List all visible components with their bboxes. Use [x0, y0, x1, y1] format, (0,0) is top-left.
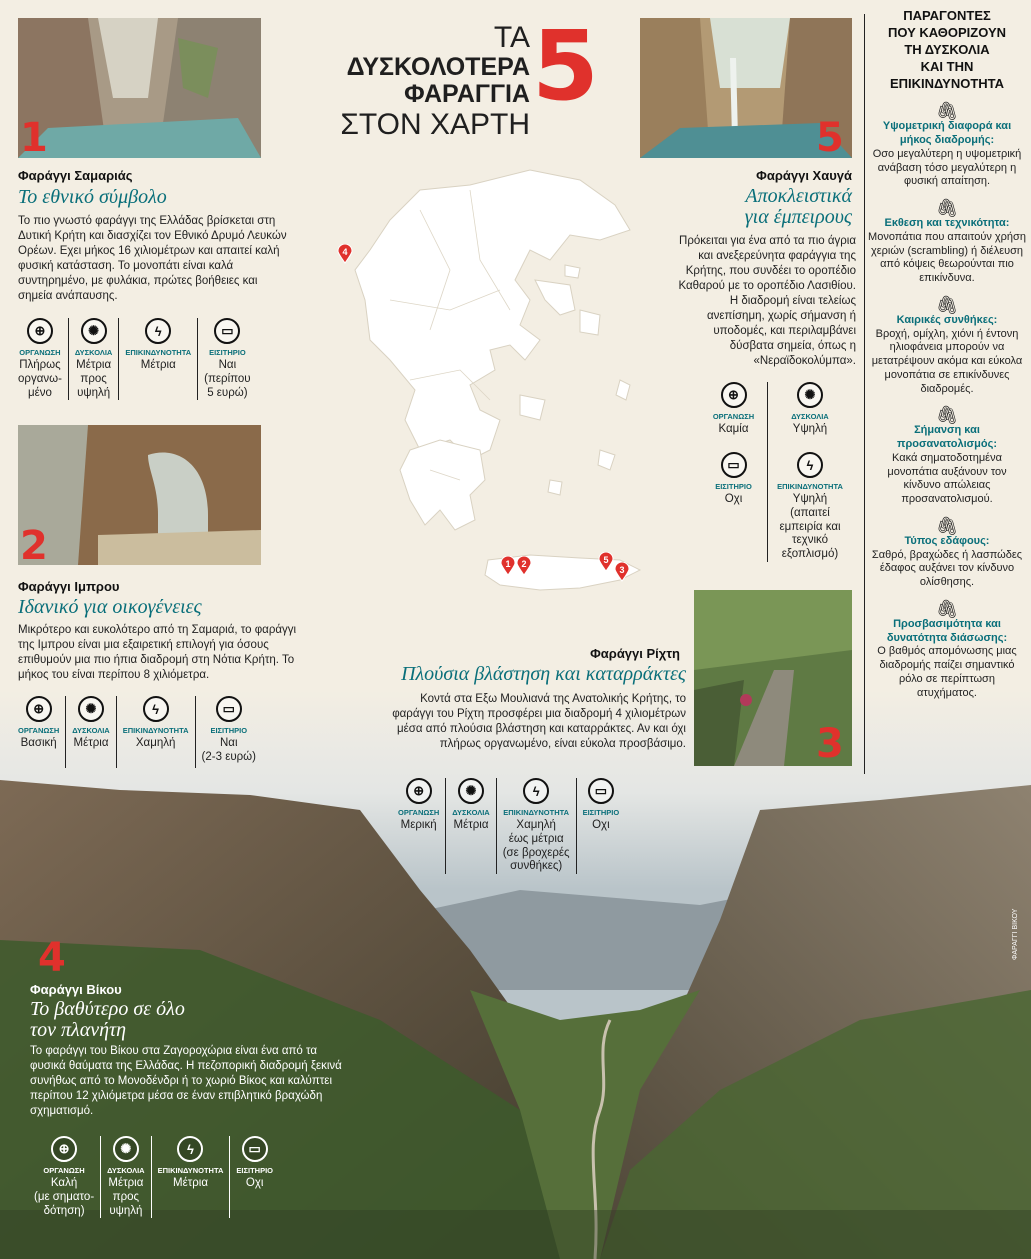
org-icon: ⊕ — [51, 1136, 77, 1162]
factors-title: ΠΑΡΑΓΟΝΤΕΣ ΠΟΥ ΚΑΘΟΡΙΖΟΥΝ ΤΗ ΔΥΣΚΟΛΙΑ ΚΑΙ ΤΗΝ ΕΠΙΚΙΝΔΥΝΟΤΗΤΑ — [887, 8, 1007, 91]
ticket-icon: ▭ — [214, 318, 240, 344]
gorge-1-attributes — [12, 318, 257, 400]
factor-item — [868, 406, 1026, 507]
gorge-4-subtitle: Το βαθύτερο σε όλο τον πλανήτη — [30, 998, 185, 1041]
lightning-icon: ϟ — [797, 452, 823, 478]
gorge-4-danger: ϟ ΕΠΙΚΙΝΔΥΝΟΤΗΤΑ Μέτρια — [152, 1136, 231, 1218]
svg-text:5: 5 — [603, 555, 609, 565]
gorge-4-ticket: ▭ ΕΙΣΙΤΗΡΙΟ Οχι — [230, 1136, 279, 1218]
lightning-icon: ϟ — [177, 1136, 203, 1162]
factors-panel — [868, 8, 1026, 700]
number-5: 5 — [816, 115, 844, 161]
factor-body: Οσο μεγαλύτερη η υψομετρική ανάβαση τόσο μεγαλύτερη η φυσική απαίτηση. — [872, 147, 1022, 188]
gorge-4-description: Το φαράγγι του Βίκου στα Ζαγοροχώρια είναι ένα από τα φυσικά θαύματα της Ελλάδας. Η πεζοπορική διαδρομή ξεκινά συνήθως από το Μονοδένδρι ή το χωριό Βίκος και καλύπτει περίπου 12 χιλιόμετρα μέσα σε έναν επιβλητικό βραχώδη σχηματισμό. — [30, 1045, 342, 1117]
title-line-1: ΤΑ — [493, 21, 530, 54]
gorge-1-description: Το πιο γνωστό φαράγγι της Ελλάδας βρίσκεται στη Δυτική Κρήτη και διασχίζει τον Εθνικό Δρυμό Λευκών Ορέων. Εχει μήκος 16 χιλιομέτρων και απαιτεί καλή φυσική κατάσταση. Το μονοπάτι είναι καλά συντηρημένο, με φυλάκια, πρώτες βοήθειες και σημεία ανάπαυσης. — [18, 215, 287, 302]
gorge-3-subtitle: Πλούσια βλάστηση και καταρράκτες — [401, 663, 686, 685]
lightbulb-icon: ✺ — [78, 696, 104, 722]
gorge-2-description: Μικρότερο και ευκολότερο από τη Σαμαριά, το φαράγγι της Ιμπρου είναι μια εξαιρετική επιλογή για όσους επιθυμούν μια πιο ήπια διαδρομή στη Νότια Κρήτη. Το μήκος του είναι περίπου 8 χιλιόμετρα. — [18, 624, 297, 681]
ticket-icon: ▭ — [216, 696, 242, 722]
factor-heading: Προσβασιμότητα και δυνατότητα διάσωσης: — [886, 617, 1008, 644]
ticket-icon: ▭ — [242, 1136, 268, 1162]
factor-item — [868, 517, 1026, 590]
gorge-4-org: ⊕ ΟΡΓΑΝΩΣΗ Καλή (με σηματο- δότηση) — [28, 1136, 101, 1218]
imbros-photo — [18, 425, 261, 569]
svg-text:2: 2 — [521, 559, 527, 569]
gorge-1-ticket: ▭ ΕΙΣΙΤΗΡΙΟ Ναι (περίπου 5 ευρώ) — [198, 318, 256, 400]
number-2: 2 — [20, 523, 48, 569]
gorge-4-attributes — [28, 1136, 279, 1218]
lightning-icon: ϟ — [143, 696, 169, 722]
gorge-3-diff: ✺ ΔΥΣΚΟΛΙΑ Μέτρια — [446, 778, 496, 874]
paperclip-icon: 🖇 — [935, 294, 959, 315]
map-pin-3[interactable] — [614, 562, 630, 582]
gorge-4-diff: ✺ ΔΥΣΚΟΛΙΑ Μέτρια προς υψηλή — [101, 1136, 151, 1218]
gorge-1-diff: ✺ ΔΥΣΚΟΛΙΑ Μέτρια προς υψηλή — [69, 318, 119, 400]
gorge-2-org: ⊕ ΟΡΓΑΝΩΣΗ Βασική — [12, 696, 66, 768]
lightning-icon: ϟ — [145, 318, 171, 344]
factor-body: Ο βαθμός απομόνωσης μιας διαδρομής παίζει σημαντικό ρόλο σε περίπτωση ατυχήματος. — [877, 645, 1017, 699]
samaria-photo — [18, 18, 261, 161]
paperclip-icon: 🖇 — [935, 598, 959, 619]
title-line-3: ΦΑΡΑΓΓΙΑ — [404, 80, 530, 108]
org-icon: ⊕ — [26, 696, 52, 722]
factor-item — [868, 199, 1026, 286]
photo-credit: ΦΑΡΑΓΓΙ ΒΙΚΟΥ — [1012, 908, 1019, 960]
factor-heading: Τύπος εδάφους: — [904, 534, 990, 547]
paperclip-icon: 🖇 — [935, 405, 959, 426]
paperclip-icon: 🖇 — [935, 101, 959, 122]
lightbulb-icon: ✺ — [458, 778, 484, 804]
ticket-icon: ▭ — [721, 452, 747, 478]
gorge-5-attributes-row2 — [700, 452, 852, 562]
gorge-1-danger: ϟ ΕΠΙΚΙΝΔΥΝΟΤΗΤΑ Μέτρια — [119, 318, 198, 400]
gorge-3-danger: ϟ ΕΠΙΚΙΝΔΥΝΟΤΗΤΑ Χαμηλή έως μέτρια (σε βροχερές συνθήκες) — [497, 778, 577, 874]
factor-heading: Υψομετρική διαφορά και μήκος διαδρομής: — [882, 120, 1012, 147]
gorge-4-name: Φαράγγι Βίκου — [30, 982, 122, 997]
factor-body: Βροχή, ομίχλη, χιόνι ή έντονη ηλιοφάνεια μπορούν να μετατρέψουν ακόμα και εύκολα μονοπάτια σε επικίνδυνες διαδρομές. — [871, 327, 1023, 395]
gorge-5-diff: ✺ ΔΥΣΚΟΛΙΑ Υψηλή — [768, 382, 852, 454]
number-3: 3 — [816, 721, 844, 767]
gorge-3-org: ⊕ ΟΡΓΑΝΩΣΗ Μερική — [392, 778, 446, 874]
gorge-5-attributes-row1 — [700, 382, 852, 454]
lightbulb-icon: ✺ — [797, 382, 823, 408]
gorge-1-org: ⊕ ΟΡΓΑΝΩΣΗ Πλήρως οργανω- μένο — [12, 318, 69, 400]
title-number: 5 — [532, 10, 599, 122]
factor-item — [868, 600, 1026, 701]
factor-heading: Εκθεση και τεχνικότητα: — [884, 217, 1010, 230]
greece-map — [330, 150, 660, 620]
gorge-2-danger: ϟ ΕΠΙΚΙΝΔΥΝΟΤΗΤΑ Χαμηλή — [117, 696, 196, 768]
org-icon: ⊕ — [406, 778, 432, 804]
gorge-2-subtitle: Ιδανικό για οικογένειες — [18, 596, 202, 618]
lightbulb-icon: ✺ — [81, 318, 107, 344]
page-title — [280, 22, 530, 140]
gorge-5-description: Πρόκειται για ένα από τα πιο άγρια και ανεξερεύνητα φαράγγια της Κρήτης, που συνδέει το οροπέδιο Καθαρού με το οροπέδιο Λασιθίου. Η διαδρομή είναι τελείως ανεπίσημη, χωρίς σήμανση ή υποδομές, και περιλαμβάνει δύσβατα σημεία, όπως η «Νεραϊδοκολύμπα». — [678, 235, 856, 367]
factor-heading: Καιρικές συνθήκες: — [896, 313, 998, 326]
factor-body: Σαθρό, βραχώδες ή λασπώδες έδαφος αυξάνει τον κίνδυνο ολίσθησης. — [871, 548, 1023, 589]
number-1: 1 — [20, 115, 48, 161]
title-line-2: ΔΥΣΚΟΛΟΤΕΡΑ — [346, 52, 530, 81]
gorge-3-description: Κοντά στα Εξω Μουλιανά της Ανατολικής Κρήτης, το φαράγγι του Ρίχτη προσφέρει μια διαδρομή 4 χιλιομέτρων μέσα από πλούσια βλάστηση και καταρράκτες. Αν και όχι πλήρως οργανωμένο, είναι εύκολα προσβάσιμο. — [392, 693, 686, 750]
paperclip-icon: 🖇 — [935, 515, 959, 536]
factor-body: Μονοπάτια που απαιτούν χρήση χεριών (scrambling) ή διέλευση από κόψεις θεωρούνται πιο επικίνδυνα. — [868, 230, 1026, 285]
factors-list — [868, 102, 1026, 700]
ticket-icon: ▭ — [588, 778, 614, 804]
gorge-1-subtitle: Το εθνικό σύμβολο — [18, 186, 167, 208]
gorge-5-name: Φαράγγι Χαυγά — [756, 168, 852, 183]
paperclip-icon: 🖇 — [935, 198, 959, 219]
map-pin-1[interactable] — [500, 556, 516, 576]
lightbulb-icon: ✺ — [113, 1136, 139, 1162]
svg-text:3: 3 — [619, 565, 625, 575]
gorge-2-name: Φαράγγι Ιμπρου — [18, 579, 120, 594]
gorge-5-org: ⊕ ΟΡΓΑΝΩΣΗ Καμία — [700, 382, 768, 454]
gorge-5-danger: ϟ ΕΠΙΚΙΝΔΥΝΟΤΗΤΑ Υψηλή (απαιτεί εμπειρία και τεχνικό εξοπλισμό) — [768, 452, 852, 562]
gorge-2-attributes — [12, 696, 262, 768]
gorge-3-attributes — [392, 778, 625, 874]
gorge-2-diff: ✺ ΔΥΣΚΟΛΙΑ Μέτρια — [66, 696, 116, 768]
column-divider — [864, 14, 865, 774]
lightning-icon: ϟ — [523, 778, 549, 804]
gorge-2-ticket: ▭ ΕΙΣΙΤΗΡΙΟ Ναι (2-3 ευρώ) — [196, 696, 262, 768]
factor-item — [868, 296, 1026, 397]
gorge-5-ticket: ▭ ΕΙΣΙΤΗΡΙΟ Οχι — [700, 452, 768, 562]
factor-heading: Σήμανση και προσανατολισμός: — [897, 424, 997, 451]
map-pin-4[interactable] — [337, 244, 353, 264]
gorge-5-subtitle: Αποκλειστικά για έμπειρους — [744, 185, 852, 228]
org-icon: ⊕ — [721, 382, 747, 408]
factor-body: Κακά σηματοδοτημένα μονοπάτια αυξάνουν τον κίνδυνο απώλειας προσανατολισμού. — [887, 451, 1007, 506]
map-pin-2[interactable] — [516, 556, 532, 576]
svg-text:1: 1 — [505, 559, 511, 569]
org-icon: ⊕ — [27, 318, 53, 344]
number-4: 4 — [38, 935, 66, 981]
title-line-4: ΣΤΟΝ ΧΑΡΤΗ — [340, 107, 530, 141]
gorge-1-name: Φαράγγι Σαμαριάς — [18, 168, 133, 183]
factor-item — [868, 102, 1026, 189]
gorge-3-ticket: ▭ ΕΙΣΙΤΗΡΙΟ Οχι — [577, 778, 626, 874]
svg-text:4: 4 — [342, 247, 348, 257]
map-pin-5[interactable] — [598, 552, 614, 572]
gorge-3-name: Φαράγγι Ρίχτη — [590, 646, 680, 661]
